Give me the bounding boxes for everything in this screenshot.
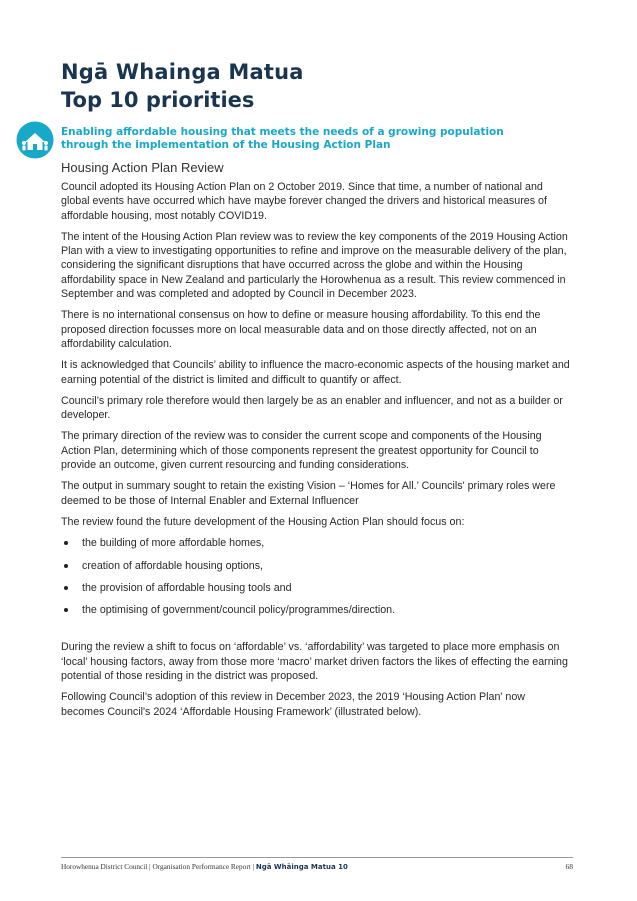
list-item: [61, 603, 571, 617]
paragraph: The primary direction of the review was to consider the current scope and components of the Housing Action Plan, determining which of those components represent the greatest opportunity for Council to provide an outcome, given current resourcing and funding considerations.: [61, 430, 542, 472]
paragraph: Following Council’s adoption of this review in December 2023, the 2019 ‘Housing Action Plan’ now becomes Council's 2024 ‘Affordable Housing Framework’ (illustrated below).: [61, 691, 525, 718]
house-community-icon: [16, 121, 54, 159]
focus-list: [61, 536, 571, 617]
footer-org: Horowhenua District Council | Organisation Performance Report |: [61, 862, 256, 871]
list-item-text: the building of more affordable homes,: [82, 537, 265, 550]
bullet-icon: [64, 608, 68, 612]
page-title-maori: Ngā Whainga Matua: [61, 60, 304, 84]
spacer: [61, 625, 571, 640]
paragraph: During the review a shift to focus on ‘affordable’ vs. ‘affordability’ was targeted to place more emphasis on ‘local’ housing factors, away from those more ‘macro’ market driven factors the likes of effecting the earning potential of those residing in the district was proposed.: [61, 641, 568, 683]
paragraph: There is no international consensus on how to define or measure housing affordability. To this end the proposed direction focusses more on local measurable data and on those directly affected, not on an affordability calculation.: [61, 309, 541, 350]
footer-section-label: Ngā Whāinga Matua 10: [255, 863, 348, 871]
footer-divider: [61, 857, 573, 858]
list-item: [61, 559, 571, 573]
page-number: 68: [565, 862, 573, 871]
priority-heading-line-2: through the implementation of the Housing Action Plan: [61, 139, 391, 151]
section-title: Housing Action Plan Review: [61, 160, 224, 175]
paragraph: The review found the future development of the Housing Action Plan should focus on:: [61, 515, 465, 528]
paragraph: It is acknowledged that Councils’ ability to influence the macro-economic aspects of the housing market and earning potential of the district is limited and difficult to quantify or affect.: [61, 359, 570, 386]
bullet-icon: [64, 541, 68, 545]
bullet-icon: [64, 564, 68, 568]
priority-heading: [61, 126, 541, 152]
list-item-text: the optimising of government/council policy/programmes/direction.: [82, 604, 396, 617]
bullet-icon: [64, 586, 68, 590]
list-item: [61, 581, 571, 595]
list-item-text: creation of affordable housing options,: [82, 559, 264, 572]
paragraph: The intent of the Housing Action Plan review was to review the key components of the 2019 Housing Action Plan with a view to investigating opportunities to refine and improve on the measurable delivery of the plan, considering the significant disruptions that have occurred across the globe and within the Housing affordability space in New Zealand and particularly the Horowhenua as a result. This review commenced in September and was completed and adopted by Council in December 2023.: [61, 230, 568, 301]
list-item: [61, 536, 571, 550]
page-title-english: Top 10 priorities: [61, 88, 255, 112]
page-footer: [61, 862, 573, 871]
paragraph: Council’s primary role therefore would then largely be as an enabler and influencer, and not as a builder or developer.: [61, 394, 563, 422]
paragraph: The output in summary sought to retain the existing Vision – ‘Homes for All.’ Councils' primary roles were deemed to be those of Internal Enabler and External Influencer: [61, 480, 556, 507]
priority-heading-line-1: Enabling affordable housing that meets the needs of a growing population: [61, 126, 504, 138]
list-item-text: the provision of affordable housing tools and: [82, 581, 292, 594]
paragraph: Council adopted its Housing Action Plan on 2 October 2019. Since that time, a number of national and global events have occurred which have maybe forever changed the drivers and historical measures of affordable housing, most notably COVID19.: [61, 181, 547, 222]
section-body: [61, 180, 571, 726]
